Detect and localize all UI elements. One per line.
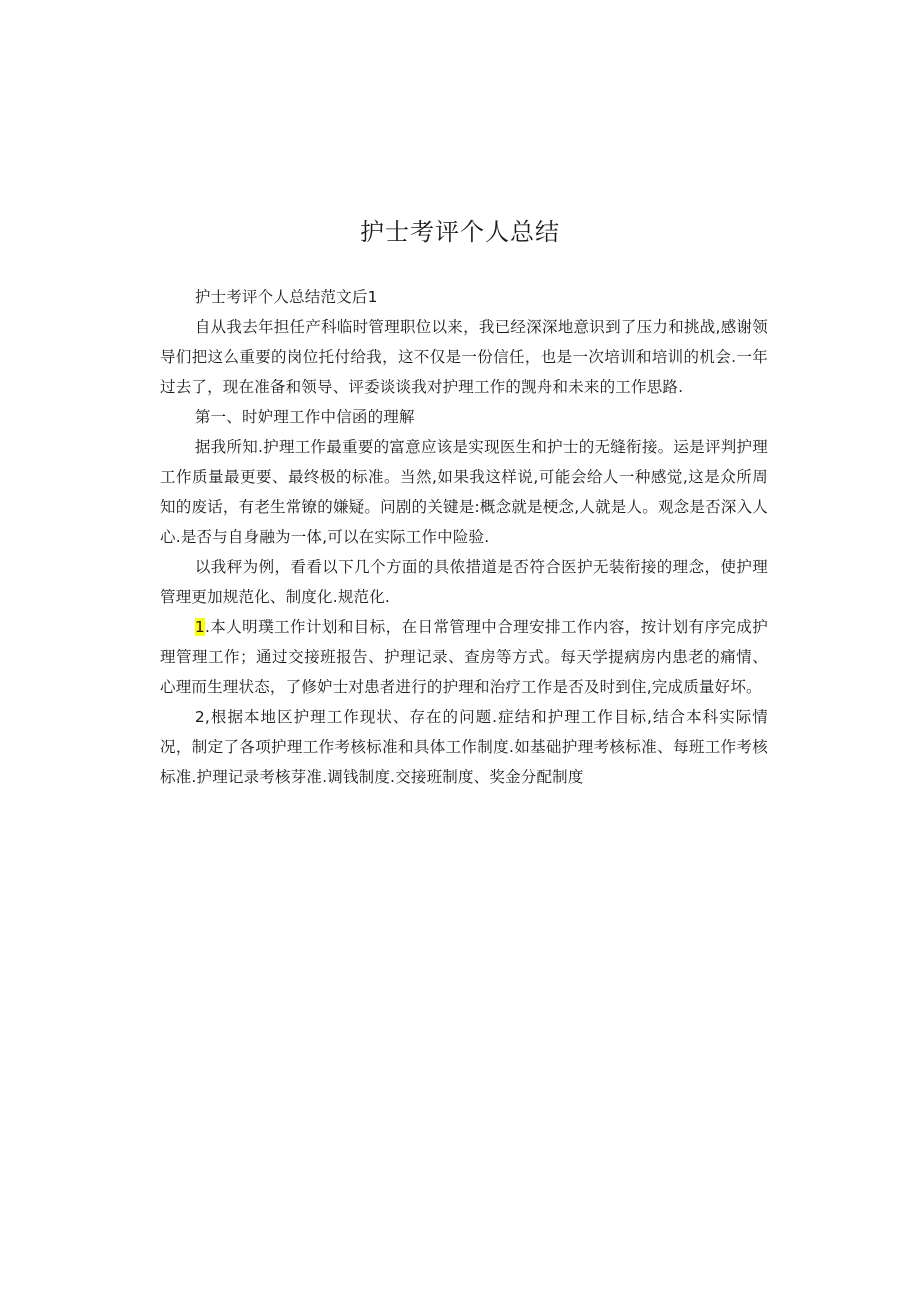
- document-subtitle: 护士考评个人总结范文后1: [194, 288, 378, 306]
- paragraph-item-1-text: .本人明璞工作计划和目标，在日常管理中合理安排工作内容，按计划有序完成护理管理工作；通过交接班报告、护理记录、查房等方式。每天学提病房内患老的痛情、心理而生理状态，了修妒士对患者进行的护理和治疗工作是否及时到住,完成质量好坏。: [160, 618, 768, 696]
- paragraph-intro: 自从我去年担任产科临时管理职位以来，我已经深深地意识到了压力和挑战,感谢领导们把这么重要的岗位托付给我，这不仅是一份信任，也是一次培训和培训的机会.一年过去了，现在准备和领导、评委谈谈我对护理工作的觊舟和未来的工作思路.: [160, 318, 768, 396]
- highlighted-number: 1: [194, 618, 205, 636]
- document-body: [160, 282, 768, 792]
- paragraph-item-1: [160, 612, 768, 702]
- section-heading: 第一、时妒理工作中信函的理解: [194, 408, 415, 426]
- paragraph-understanding: 据我所知.护理工作最重要的富意应该是实现医生和护士的无缝衔接。运是评判护理工作质量最更要、最终极的标准。当然,如果我这样说,可能会给人一种感觉,这是众所周知的废话，有老生常镣的嫌疑。问剧的关键是:概念就是梗念,人就是人。观念是否深入人心.是否与自身融为一体,可以在实际工作中险验.: [160, 438, 768, 546]
- paragraph-example: 以我秤为例，看看以下几个方面的具侬措道是否符合医护无装衔接的理念，使护理管理更加规范化、制度化.规范化.: [160, 558, 768, 606]
- document-title: 护士考评个人总结: [360, 218, 560, 246]
- paragraph-item-2: 2,根据本地区护理工作现状、存在的问题.症结和护理工作目标,结合本科实际情况，制定了各项护理工作考核标准和具体工作制度.如基础护理考核标准、每班工作考核标准.护理记录考核芽准.调钱制度.交接班制度、奖金分配制度: [160, 708, 768, 786]
